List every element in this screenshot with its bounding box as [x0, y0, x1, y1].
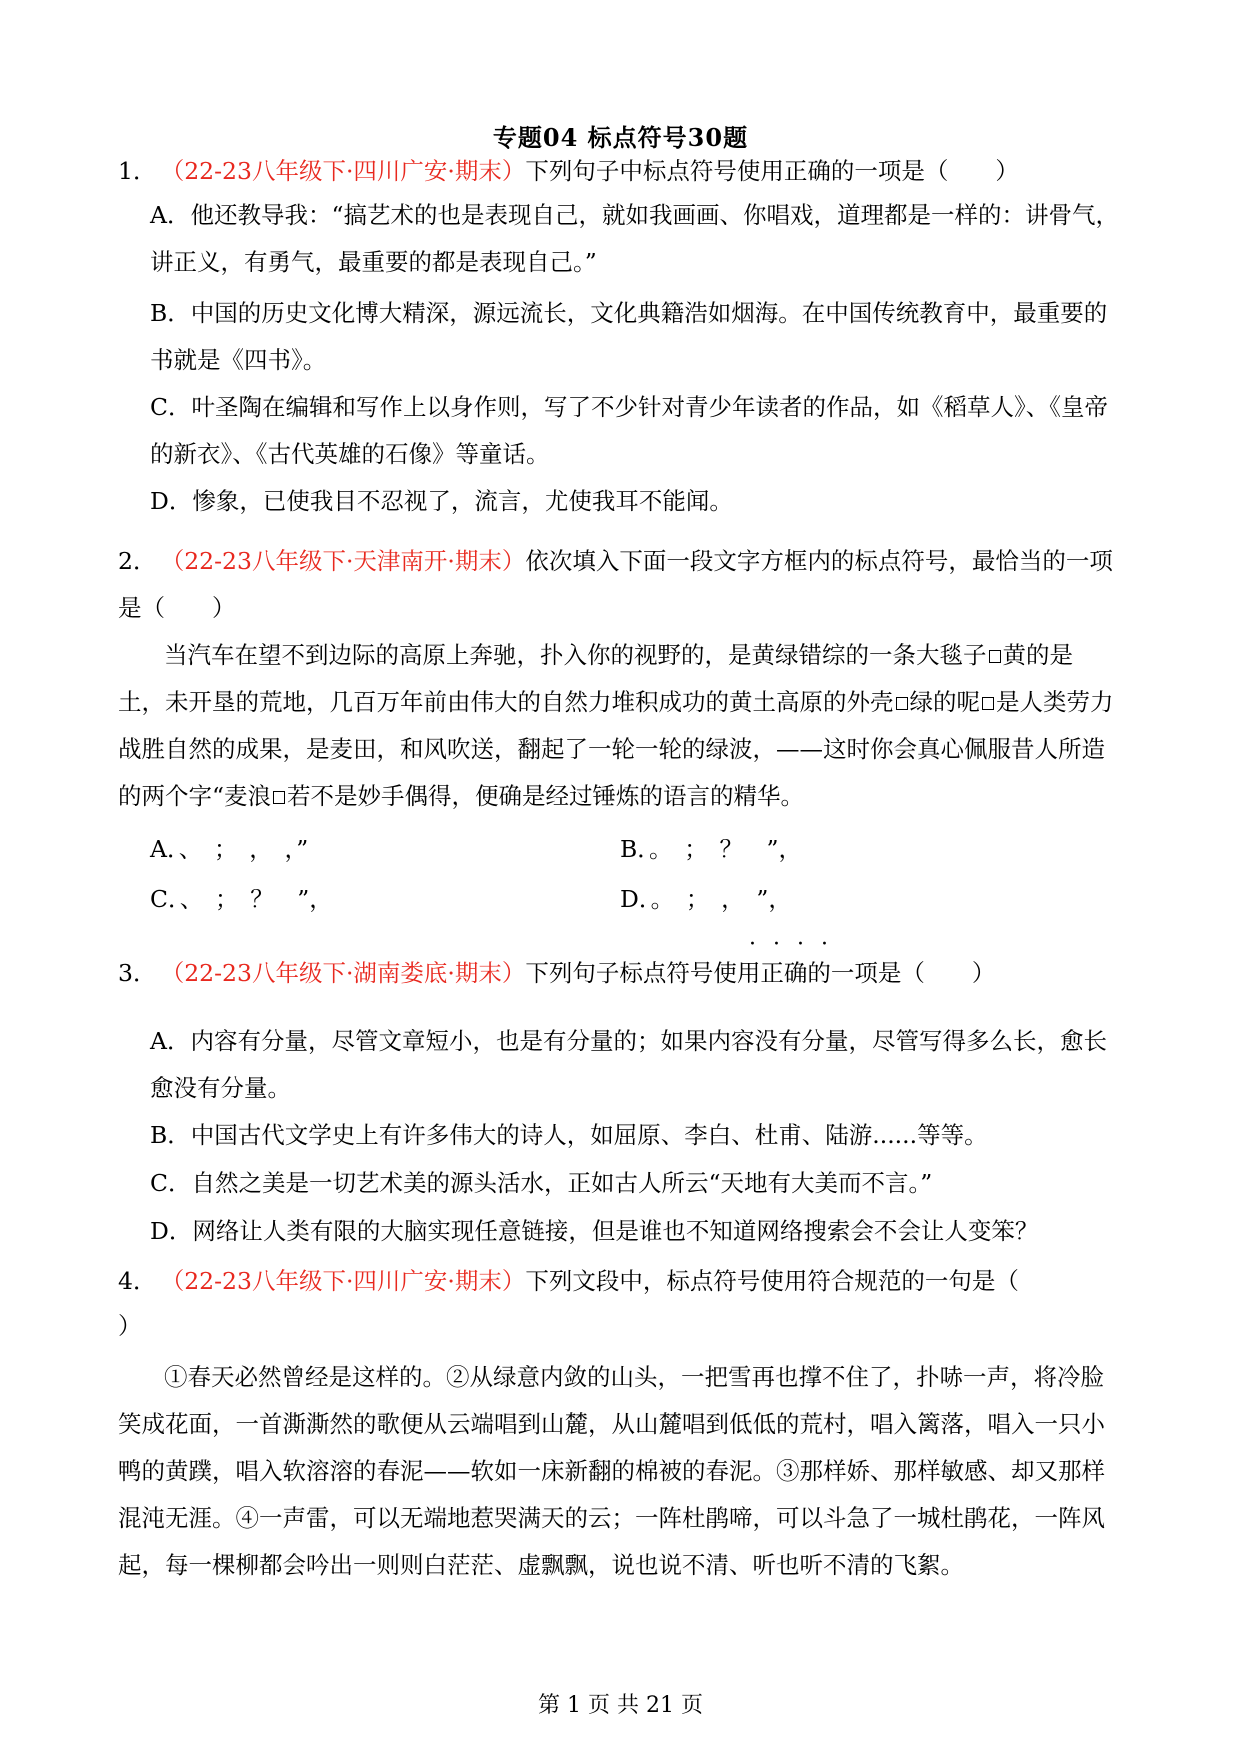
- question-2-stem: [118, 538, 1118, 632]
- question-source: （22-23八年级下·天津南开·期末）: [172, 547, 526, 575]
- question-4-passage: ①春天必然曾经是这样的。②从绿意内敛的山头，一把雪再也撑不住了，扑哧一声，将冷脸笑成花面，一首澌澌然的歌便从云端唱到山麓，从山麓唱到低低的荒村，唱入篱落，唱入一只小鸭的黄蹼，唱入软溶溶的春泥——软如一床新翻的棉被的春泥。③那样娇、那样敏感、却又那样混沌无涯。④一声雷，可以无端地惹哭满天的云；一阵杜鹃啼，可以斗急了一城杜鹃花，一阵风起，每一棵柳都会吟出一则则白茫茫、虚飘飘，说也说不清、听也听不清的飞絮。: [118, 1363, 1105, 1579]
- blank-box: [982, 697, 994, 710]
- blank-box: [989, 650, 1001, 663]
- question-1-option-b: B．中国的历史文化博大精深，源远流长，文化典籍浩如烟海。在中国传统教育中，最重要的书就是《四书》。: [150, 299, 1108, 374]
- question-2-option-a: A．、 ； ， ，”: [150, 835, 309, 863]
- question-1-option-c: C．叶圣陶在编辑和写作上以身作则，写了不少针对青少年读者的作品，如《稻草人》、《皇帝的新衣》、《古代英雄的石像》等童话。: [150, 393, 1108, 468]
- question-1-option-a: A．他还教导我：“搞艺术的也是表现自己，就如我画画、你唱戏，道理都是一样的：讲骨气，讲正义，有勇气，最重要的都是表现自己。”: [150, 201, 1119, 276]
- page-footer: 第 1 页 共 21 页: [538, 1693, 703, 1718]
- question-2-options-row-1: [150, 826, 802, 873]
- blank-box: [273, 791, 285, 804]
- question-number: 2．: [118, 547, 157, 575]
- question-1-option-d: D．惨象，已使我目不忍视了，流言，尤使我耳不能闻。: [150, 487, 733, 515]
- question-2-option-c: C．、 ； ？ ”，: [150, 885, 333, 913]
- question-2-option-b: B．。 ； ？ ”，: [620, 835, 803, 863]
- passage-text: 黄的是土，未开垦的荒地，几百万年前由伟大的自然力堆积成功的黄土高原的外壳: [118, 641, 1073, 716]
- question-3-option-c: C．自然之美是一切艺术美的源头活水，正如古人所云“天地有大美而不言。”: [150, 1169, 933, 1197]
- question-text: 下列句子中标点符号使用正确的一项是（ ）: [525, 157, 1019, 185]
- question-number: 4．: [118, 1267, 157, 1295]
- passage-text: 若不是妙手偶得，便确是经过锤炼的语言的精华。: [287, 782, 805, 810]
- question-source: （22-23八年级下·四川广安·期末）: [172, 157, 526, 185]
- question-3-stem: [118, 950, 1118, 997]
- question-2-option-d: D．。 ； ， ”，: [620, 885, 792, 913]
- question-2-options-row-2: [150, 876, 792, 923]
- emphasis-dots: ····: [749, 932, 845, 957]
- question-2-passage: [118, 632, 1118, 820]
- passage-text: 绿的呢: [909, 688, 980, 716]
- question-text: 下列文段中，标点符号使用符合规范的一句是（: [525, 1267, 1019, 1295]
- page-title: 专题04 标点符号30题: [492, 123, 749, 152]
- question-4-stem: [118, 1258, 1118, 1305]
- question-text: 依次填入下面一段文字方框内的标点符号，最恰当的一项是（ ）: [118, 547, 1113, 622]
- blank-box: [896, 697, 908, 710]
- question-4-stem-continued: ）: [118, 1312, 142, 1340]
- question-source: （22-23八年级下·四川广安·期末）: [172, 1267, 526, 1295]
- passage-text: 是人类劳力战胜自然的成果，是麦田，和风吹送，翻起了一轮一轮的绿波，——这时你会真心佩服昔人所造的两个字“麦浪: [118, 688, 1114, 810]
- question-text: 下列句子标点符号使用正确的一项是（ ）: [525, 959, 996, 987]
- question-3-option-d: D．网络让人类有限的大脑实现任意链接，但是谁也不知道网络搜索会不会让人变笨？: [150, 1217, 1039, 1245]
- question-1-stem: [118, 148, 1118, 195]
- passage-text: 当汽车在望不到边际的高原上奔驰，扑入你的视野的，是黄绿错综的一条大毯子: [164, 641, 987, 669]
- question-3-option-b: B．中国古代文学史上有许多伟大的诗人，如屈原、李白、杜甫、陆游......等等。: [150, 1121, 988, 1149]
- question-number: 1．: [118, 157, 157, 185]
- question-source: （22-23八年级下·湖南娄底·期末）: [172, 959, 526, 987]
- question-number: 3．: [118, 959, 157, 987]
- question-3-option-a: A．内容有分量，尽管文章短小，也是有分量的；如果内容没有分量，尽管写得多么长，愈长愈没有分量。: [150, 1027, 1107, 1102]
